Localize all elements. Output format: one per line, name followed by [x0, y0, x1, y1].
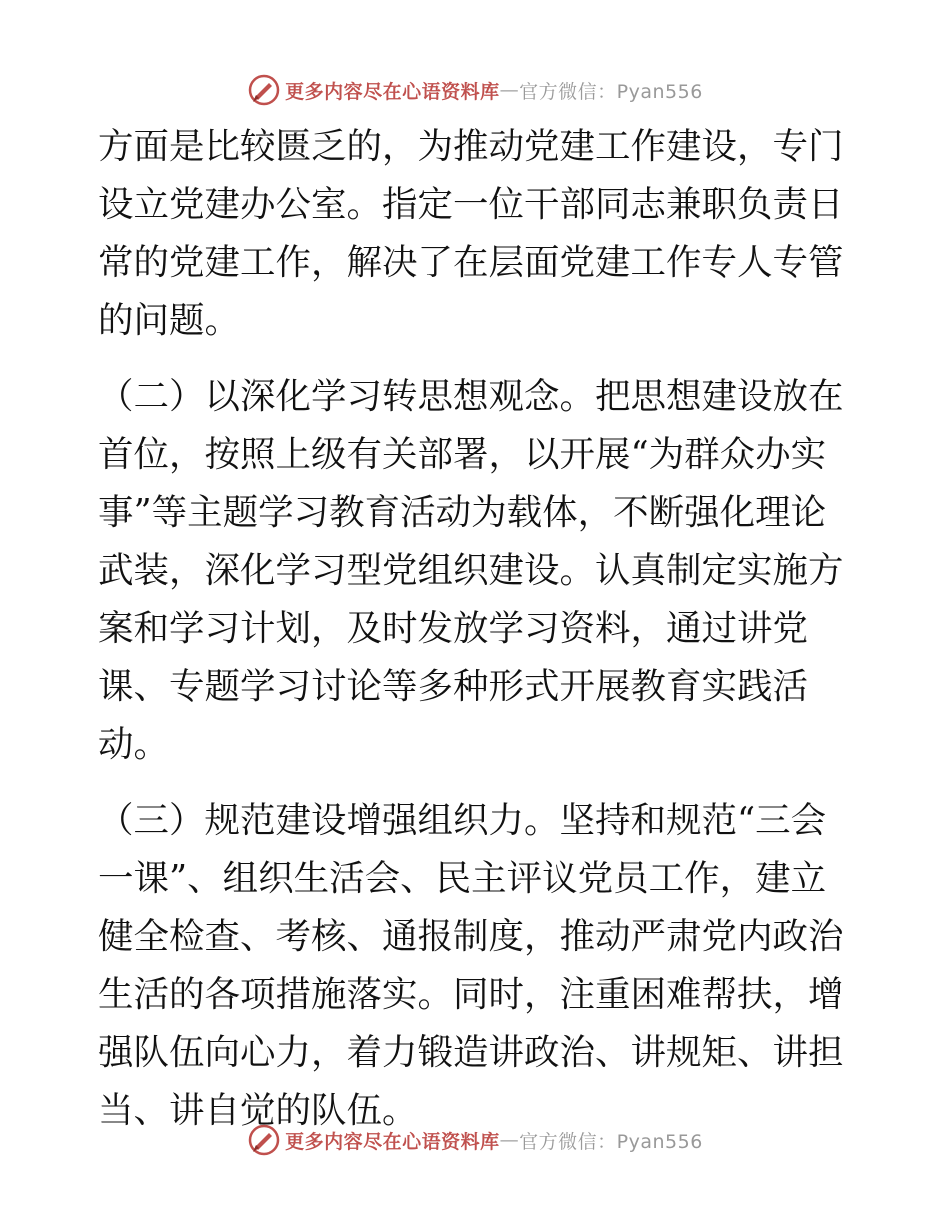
pen-circle-logo-icon	[247, 1123, 281, 1157]
header-watermark	[0, 70, 950, 110]
paragraph-3: （三）规范建设增强组织力。坚持和规范“三会一课”、组织生活会、民主评议党员工作，建立健全检查、考核、通报制度，推动严肃党内政治生活的各项措施落实。同时，注重困难帮扶，增强队伍向心力，着力锻造讲政治、讲规矩、讲担当、讲自觉的队伍。	[98, 800, 844, 1131]
footer-watermark	[0, 1120, 950, 1160]
document-body	[98, 118, 858, 1140]
paragraph-2: （二）以深化学习转思想观念。把思想建设放在首位，按照上级有关部署，以开展“为群众办实事”等主题学习教育活动为载体，不断强化理论武装，深化学习型党组织建设。认真制定实施方案和学习计划，及时发放学习资料，通过讲党课、专题学习讨论等多种形式开展教育实践活动。	[98, 376, 844, 765]
footer-contact: 官方微信：Pyan556	[519, 1130, 703, 1153]
header-brand-text: 更多内容尽在心语资料库	[285, 80, 500, 103]
footer-brand-text: 更多内容尽在心语资料库	[285, 1130, 500, 1153]
footer-dash: —	[499, 1129, 520, 1151]
pen-circle-logo-icon	[247, 73, 281, 107]
paragraph-1: 方面是比较匮乏的，为推动党建工作建设，专门设立党建办公室。指定一位干部同志兼职负责日常的党建工作，解决了在层面党建工作专人专管的问题。	[98, 126, 844, 341]
header-contact: 官方微信：Pyan556	[519, 80, 703, 103]
header-dash: —	[499, 79, 520, 101]
